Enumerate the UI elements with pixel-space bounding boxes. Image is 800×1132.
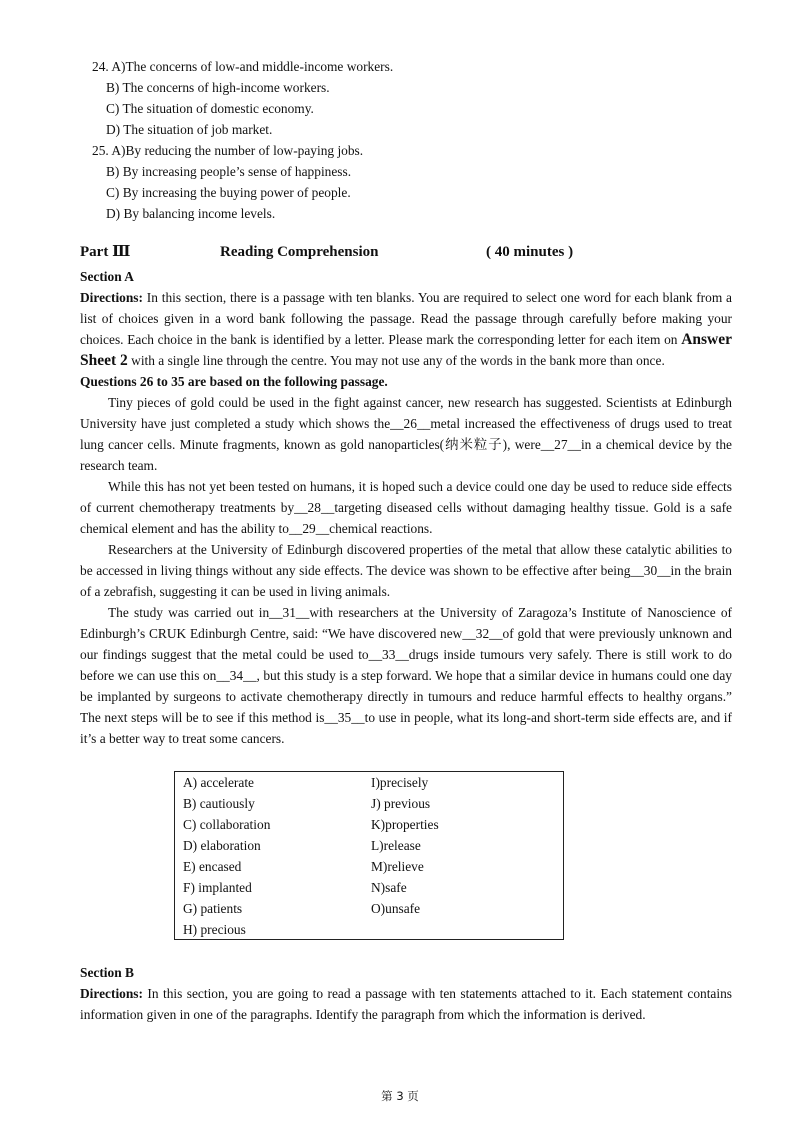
questions-heading: Questions 26 to 35 are based on the following passage. bbox=[80, 374, 388, 389]
word-bank-left-column bbox=[183, 772, 270, 940]
question-25-option-d: D) By balancing income levels. bbox=[106, 206, 276, 221]
directions-text-post: with a single line through the centre. You may not use any of the words in the bank more than once. bbox=[127, 353, 665, 368]
part-title: Reading Comprehension bbox=[220, 244, 379, 260]
question-24-option-b: B) The concerns of high-income workers. bbox=[106, 80, 330, 95]
word-bank-item: A) accelerate bbox=[183, 775, 254, 790]
section-b-directions bbox=[80, 983, 732, 1025]
word-bank-item: N)safe bbox=[371, 880, 407, 895]
word-bank-item: L)release bbox=[371, 838, 421, 853]
question-24 bbox=[80, 56, 732, 140]
word-bank-item: M)relieve bbox=[371, 859, 424, 874]
section-b-title: Section B bbox=[80, 965, 134, 980]
section-a-title: Section A bbox=[80, 269, 134, 284]
passage-paragraph-2: While this has not yet been tested on humans, it is hoped such a device could one day be used to reduce side effects of current chemotherapy treatments by__28__targeting diseased cells without damaging healthy tissue. Gold is a safe chemical element and has the ability to__29__chemical reactions. bbox=[80, 479, 732, 536]
directions-label: Directions: bbox=[80, 290, 143, 305]
section-a-directions bbox=[80, 287, 732, 371]
exam-page bbox=[80, 56, 732, 1025]
word-bank-item: F) implanted bbox=[183, 880, 252, 895]
question-24-option-a: 24. A)The concerns of low-and middle-income workers. bbox=[92, 59, 394, 74]
question-25-option-a: 25. A)By reducing the number of low-paying jobs. bbox=[92, 143, 364, 158]
word-bank-item: B) cautiously bbox=[183, 796, 255, 811]
question-25-option-c: C) By increasing the buying power of people. bbox=[106, 185, 351, 200]
word-bank-item: C) collaboration bbox=[183, 817, 271, 832]
word-bank-item: H) precious bbox=[183, 922, 246, 937]
page-number: 第 3 页 bbox=[381, 1089, 419, 1103]
word-bank-item: G) patients bbox=[183, 901, 243, 916]
question-24-option-d: D) The situation of job market. bbox=[106, 122, 273, 137]
word-bank-item: O)unsafe bbox=[371, 901, 421, 916]
part-label: Part Ⅲ bbox=[80, 244, 131, 260]
passage-paragraph-1: Tiny pieces of gold could be used in the fight against cancer, new research has suggested. Scientists at Edinburgh University have just completed a study which shows the__26__metal increased the effectiveness of drugs used to treat lung cancer cells. Minute fragments, known as gold nanoparticles(纳米粒子), were__27__in a chemical device by the research team. bbox=[80, 395, 732, 473]
passage-paragraph-4: The study was carried out in__31__with researchers at the University of Zaragoza’s Institute of Nanoscience of Edinburgh’s CRUK Edinburgh Centre, said: “We have discovered new__32__of gold that were previously unknown and our findings suggest that the metal could be used to__33__drugs inside tumours very safely. There is still work to do before we can use this on__34__, but this study is a step forward. We hope that a similar device in humans could one day be implanted by surgeons to activate chemotherapy directly in tumours and reduce harmful effects to healthy organs.” The next steps will be to see if this method is__35__to use in people, what its long-and short-term side effects are, and if it’s a better way to treat some cancers. bbox=[80, 605, 732, 746]
word-bank bbox=[174, 771, 564, 940]
question-25-option-b: B) By increasing people’s sense of happiness. bbox=[106, 164, 352, 179]
word-bank-item: D) elaboration bbox=[183, 838, 261, 853]
word-bank-item: I)precisely bbox=[371, 775, 429, 790]
directions-label: Directions: bbox=[80, 986, 143, 1001]
word-bank-item: K)properties bbox=[371, 817, 439, 832]
question-24-option-c: C) The situation of domestic economy. bbox=[106, 101, 314, 116]
word-bank-item: J) previous bbox=[371, 796, 431, 811]
question-25 bbox=[80, 140, 732, 224]
word-bank-item: E) encased bbox=[183, 859, 242, 874]
part-time: ( 40 minutes ) bbox=[486, 244, 574, 260]
directions-text-pre: In this section, there is a passage with ten blanks. You are required to select one word for each blank from a list of choices given in a word bank following the passage. Read the passage through carefully before making your choices. Each choice in the bank is identified by a letter. Please mark the corresponding letter for each item on bbox=[80, 290, 732, 347]
directions-text: In this section, you are going to read a passage with ten statements attached to it. Each statement contains information given in one of the paragraphs. Identify the paragraph from which the information is derived. bbox=[80, 986, 732, 1022]
answer-sheet-emphasis: Answer Sheet 2 bbox=[80, 331, 732, 369]
part-heading bbox=[80, 242, 732, 266]
passage-paragraph-3: Researchers at the University of Edinburgh discovered properties of the metal that allow these catalytic abilities to be accessed in living things without any side effects. The device was shown to be effective after being__30__in the brain of a zebrafish, suggesting it can be used in living animals. bbox=[80, 542, 732, 599]
word-bank-right-column bbox=[371, 772, 439, 919]
